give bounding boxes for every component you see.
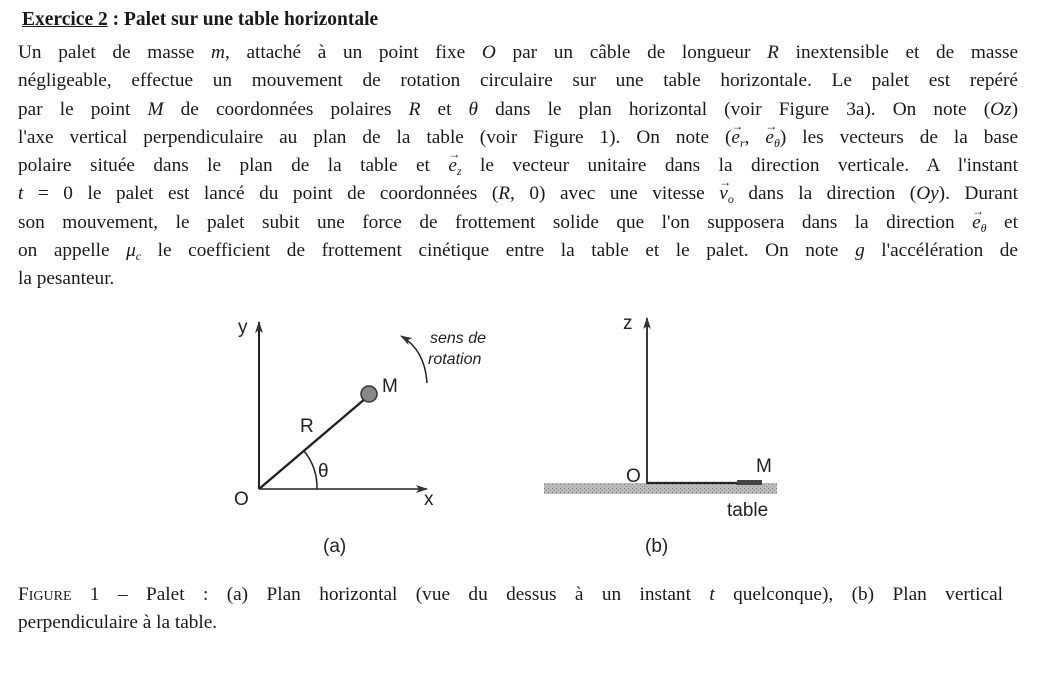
x-axis-label: x [424,489,434,510]
theta-label: θ [318,461,329,482]
paragraph-line: on appelle $\mu_c$ le coefficient de frottement cinétique entre la table et le palet. On note g l'accélération de [18,240,1018,264]
rotation-note-line2: rotation [428,351,482,368]
caption-line-2: perpendiculaire à la table. [18,612,218,633]
radius-label: R [300,416,314,437]
angle-theta-arc [304,451,317,489]
paragraph-line: son mouvement, le palet subit une force de frottement solide que l'on supposera dans la direction → $e_\theta$ et [18,209,1018,237]
vector-symbol: → e [972,209,981,237]
paragraph-line: négligeable, effectue un mouvement de rotation circulaire sur une table horizontale. Le palet est repéré [18,70,1018,92]
problem-statement [18,39,1018,294]
math-symbol: t [18,183,24,205]
puck-m-side-view [737,480,762,485]
math-symbol: R [498,183,511,205]
figure-a-horizontal-plane [234,317,486,557]
paragraph-line: t = 0 le palet est lancé du point de coordonnées (R, 0) avec une vitesse → $v_o$ dans la direction (Oy). Durant [18,180,1018,208]
table-label: table [727,500,769,521]
vector-symbol: → e [448,152,457,180]
math-symbol: Oz [990,98,1012,120]
caption-line-1 [18,581,1003,609]
paragraph-line: la pesanteur. [18,268,115,290]
figure-1 [0,300,1046,570]
math-symbol: R [408,98,421,120]
exercise-label: Exercice 2 [22,9,108,30]
figure-caption [18,581,1003,637]
paragraph-line: l'axe vertical perpendiculaire au plan de la table (voir Figure 1). On note (→ $e_r$, → $e_\theta$) les vecteurs de la base [18,124,1018,152]
math-symbol: O [481,42,496,63]
point-m-label: M [382,376,398,397]
math-symbol: R [767,42,779,63]
caption-text-1-end: quelconque), (b) Plan vertical [714,584,1003,605]
cable-radius-line [259,398,366,489]
vector-symbol: → v [719,180,728,208]
math-symbol: Oy [916,183,939,205]
exercise-title [22,9,378,31]
z-axis-label: z [623,313,633,334]
paragraph-line: polaire située dans le plan de la table et → $e_z$ le vecteur unitaire dans la direction verticale. A l'instant [18,152,1018,180]
figure-b-sublabel: (b) [645,536,669,557]
caption-text-1: – Palet : (a) Plan horizontal (vue du dessus à un instant [99,584,710,605]
math-symbol: g [855,240,865,262]
rotation-direction-arrow [401,336,427,383]
y-axis-label: y [238,317,248,338]
title-separator: : [107,9,124,30]
caption-math-t: t [709,584,715,605]
figure-a-sublabel: (a) [323,536,347,557]
figure-drawing [0,300,1046,570]
rotation-note-line1: sens de [430,330,487,347]
math-symbol: m [211,42,225,63]
math-symbol: M [147,98,164,120]
vector-symbol: → e [765,124,774,152]
point-m-label-b: M [756,456,772,477]
math-symbol: θ [468,98,479,120]
paragraph-line: Un palet de masse m, attaché à un point fixe O par un câble de longueur R inextensible et de masse [18,42,1019,63]
vector-symbol: → e [731,124,740,152]
exercise-heading: Palet sur une table horizontale [123,9,379,30]
origin-label-b: O [626,466,641,487]
origin-label: O [234,489,249,510]
paragraph-line: par le point M de coordonnées polaires R et θ dans le plan horizontal (voir Figure 3a). On note (Oz) [18,98,1018,120]
puck-m [361,386,377,402]
caption-figure-word: Figure 1 [18,584,100,605]
math-symbol: μ [126,240,136,262]
figure-b-vertical-plane [544,313,777,557]
